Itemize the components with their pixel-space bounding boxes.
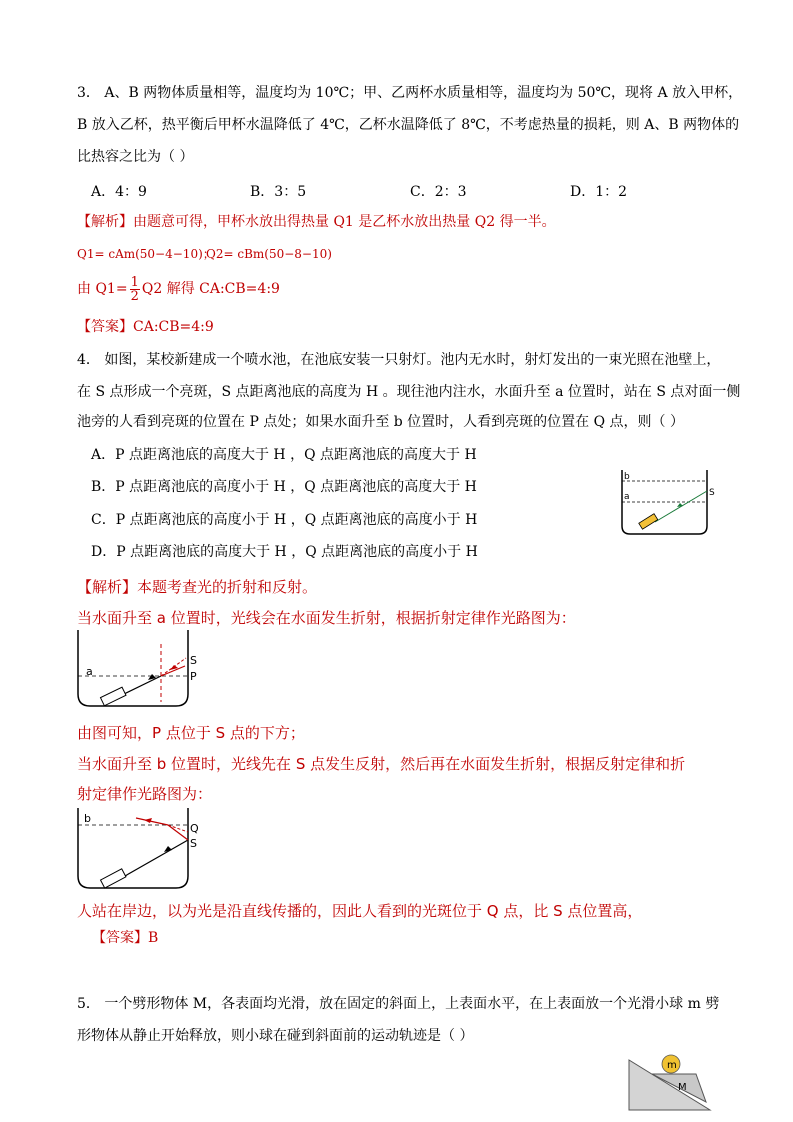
fraction-numerator: 1 [130,274,139,290]
q3-option-b: B．3：5 [250,184,307,200]
fraction-denominator: 2 [130,288,139,304]
q3-line3: 比热容之比为（ ） [77,149,194,165]
q4-label-a: a [624,492,630,502]
q4-para4: 人站在岸边，以为光是沿直线传播的，因此人看到的光斑位于 Q 点，比 S 点位置高， [77,902,643,920]
q4-label-s: S [709,488,715,498]
q4-answer: 【答案】B [92,930,159,946]
fig1-label-s: S [190,654,197,667]
q3-analysis-text: 由题意可得，甲杯水放出得热量 Q1 是乙杯水放出热量 Q2 得一半。 [133,214,556,230]
q3-option-d: D．1：2 [570,184,628,200]
q4-para3b: 射定律作光路图为： [77,785,213,803]
q3-analysis [77,213,556,231]
q4-analysis-tag: 【解析】 [77,578,138,596]
fig1-label-a: a [86,665,93,678]
q5-wedge-diagram [626,1040,716,1114]
q3-option-c: C．2：3 [410,184,467,200]
q3-formula2: Q2= cBm(50−8−10) [206,247,332,261]
q4-figure2 [74,808,204,893]
q4-option-b: B．P 点距离池底的高度小于 H ，Q 点距离池底的高度大于 H [91,479,477,495]
q3-formula3 [77,274,280,304]
fig2-label-q: Q [190,822,199,835]
q5-label-M: M [678,1082,687,1093]
q4-line2: 在 S 点形成一个亮斑，S 点距离池底的高度为 H 。现往池内注水，水面升至 a 位置时，站在 S 点对面一侧 [77,384,741,400]
q4-option-d: D．P 点距离池底的高度大于 H ，Q 点距离池底的高度小于 H [91,544,478,560]
fig1-label-p: P [190,670,197,683]
q4-label-b: b [624,472,630,482]
fraction [130,276,140,303]
q3-formula3-pre: 由 Q1= [77,281,128,297]
q4-option-a: A．P 点距离池底的高度大于 H ，Q 点距离池底的高度大于 H [91,447,477,463]
q3-formula1: Q1= cAm(50−4−10)； [77,247,215,261]
q4-option-c: C．P 点距离池底的高度小于 H ，Q 点距离池底的高度小于 H [91,512,478,528]
q4-para2: 由图可知，P 点位于 S 点的下方； [77,724,305,742]
q4-para1: 当水面升至 a 位置时，光线会在水面发生折射，根据折射定律作光路图为： [77,609,576,627]
q5-label-m: m [667,1060,677,1071]
q5-line1: 5． 一个劈形物体 M，各表面均光滑，放在固定的斜面上，上表面水平，在上表面放一个光滑小球 m 劈 [77,996,720,1012]
q4-analysis [77,578,317,596]
q3-analysis-tag: 【解析】 [77,214,133,230]
q4-analysis-text: 本题考查光的折射和反射。 [137,578,318,596]
q4-para3a: 当水面升至 b 位置时，光线先在 S 点发生反射，然后再在水面发生折射，根据反射定律和折 [77,755,686,773]
q3-option-a: A．4：9 [91,184,147,200]
q3-line1: 3． A、B 两物体质量相等，温度均为 10℃；甲、乙两杯水质量相等，温度均为 50℃，现将 A 放入甲杯， [77,85,743,101]
fig2-label-s: S [190,837,197,850]
q4-figure1 [74,630,204,712]
q3-line2: B 放入乙杯，热平衡后甲杯水温降低了 4℃，乙杯水温降低了 8℃，不考虑热量的损耗，则 A、B 两物体的 [77,117,740,133]
q4-line3: 池旁的人看到亮斑的位置在 P 点处；如果水面升至 b 位置时，人看到亮斑的位置在 Q 点，则（ ） [77,414,685,430]
q3-answer: 【答案】CA:CB=4:9 [77,319,214,335]
q4-line1: 4． 如图，某校新建成一个喷水池，在池底安装一只射灯。池内无水时，射灯发出的一束光照在池壁上， [77,352,721,368]
fig2-label-b: b [84,812,91,825]
q4-pool-diagram [615,466,715,538]
q3-formula3-post: Q2 解得 CA:CB=4:9 [141,281,280,297]
q5-line2: 形物体从静止开始释放，则小球在碰到斜面前的运动轨迹是（ ） [77,1028,474,1044]
